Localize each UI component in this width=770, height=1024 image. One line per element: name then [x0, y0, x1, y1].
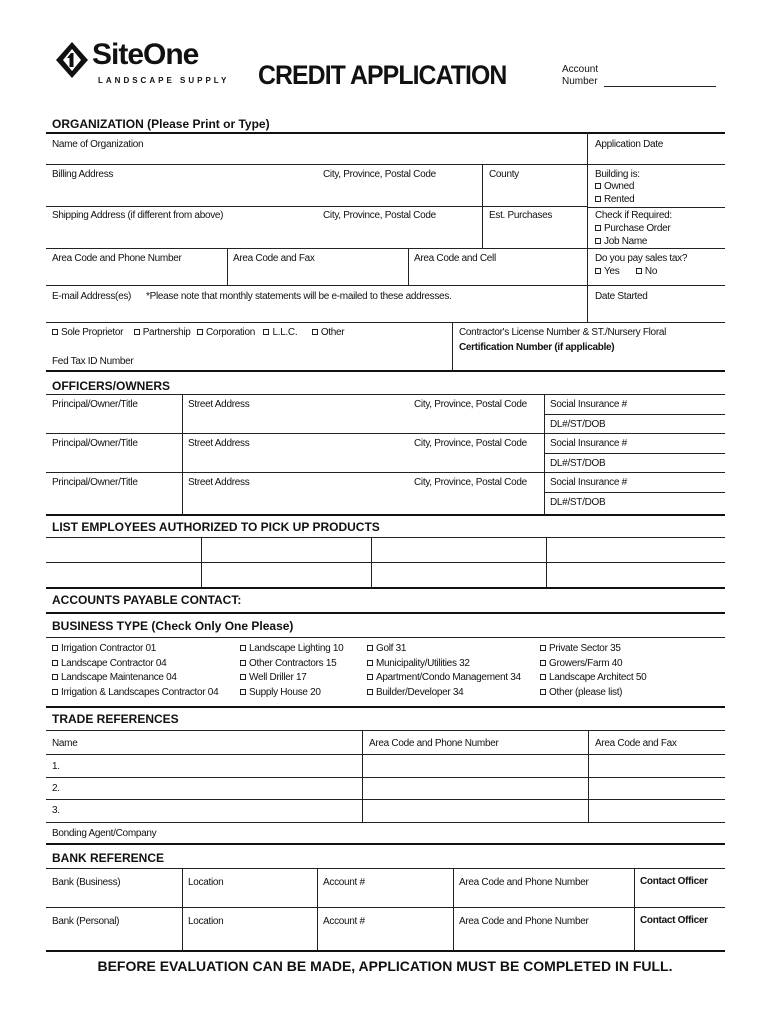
checkbox-icon[interactable]: [52, 645, 58, 651]
officer-2-sin-field[interactable]: Social Insurance #: [550, 438, 627, 449]
checkbox-icon[interactable]: [367, 645, 373, 651]
phone-field[interactable]: Area Code and Phone Number: [52, 253, 182, 264]
checkbox-icon[interactable]: [595, 196, 601, 202]
business-option[interactable]: [540, 671, 646, 686]
partnership-option[interactable]: [134, 327, 191, 338]
officer-2-principal-field[interactable]: Principal/Owner/Title: [52, 438, 138, 449]
business-option[interactable]: [367, 686, 521, 701]
business-option-label: Golf 31: [376, 643, 407, 654]
trade-fax-column-header: Area Code and Fax: [595, 738, 677, 749]
business-option-label: Other Contractors 15: [249, 657, 337, 669]
fed-tax-id-field[interactable]: Fed Tax ID Number: [52, 356, 134, 367]
employee-cell[interactable]: [372, 563, 546, 586]
job-name-label: Job Name: [604, 236, 648, 247]
section-employees-heading: LIST EMPLOYEES AUTHORIZED TO PICK UP PRODUCTS: [52, 520, 380, 534]
business-option[interactable]: [240, 642, 343, 657]
business-option[interactable]: [52, 642, 218, 657]
bank-personal-contact-field[interactable]: Contact Officer: [640, 915, 708, 926]
logo: [54, 38, 234, 90]
est-purchases-field[interactable]: Est. Purchases: [489, 210, 553, 221]
business-option[interactable]: [240, 671, 343, 686]
brand-tagline: LANDSCAPE SUPPLY: [98, 76, 230, 85]
business-option-label: Growers/Farm 40: [549, 657, 623, 669]
name-of-organization-field[interactable]: Name of Organization: [52, 139, 144, 150]
trade-name-column-header: Name: [52, 738, 78, 749]
trade-reference-row-1[interactable]: 1.: [52, 761, 60, 772]
business-option-label: Landscape Architect 50: [549, 672, 647, 683]
business-option-label: Apartment/Condo Management 34: [376, 672, 521, 683]
completion-notice: BEFORE EVALUATION CAN BE MADE, APPLICATION MUST BE COMPLETED IN FULL.: [97, 958, 673, 974]
business-option-label: Builder/Developer 34: [376, 686, 464, 698]
owned-label: Owned: [604, 181, 635, 192]
license-number-field[interactable]: Contractor's License Number & ST./Nursery Floral: [459, 327, 667, 338]
building-is-label: Building is:: [595, 169, 640, 180]
job-name-option[interactable]: [595, 236, 647, 248]
business-option[interactable]: [540, 686, 646, 701]
business-option-label: Landscape Maintenance 04: [61, 672, 177, 683]
section-business-type-heading: BUSINESS TYPE (Check Only One Please): [52, 619, 294, 633]
officer-2-dl-field[interactable]: DL#/ST/DOB: [550, 458, 606, 469]
business-option[interactable]: [367, 671, 521, 686]
checkbox-icon[interactable]: [367, 660, 373, 666]
section-bank-reference-heading: BANK REFERENCE: [52, 851, 165, 865]
llc-label: L.L.C.: [272, 327, 298, 338]
employee-cell[interactable]: [202, 563, 371, 586]
building-owned-option[interactable]: [595, 181, 634, 193]
employee-cell[interactable]: [46, 538, 201, 561]
bank-business-phone-field[interactable]: Area Code and Phone Number: [459, 877, 589, 888]
business-option-label: Supply House 20: [249, 686, 321, 698]
section-trade-references-heading: TRADE REFERENCES: [52, 712, 179, 726]
business-option[interactable]: [52, 686, 218, 701]
business-option[interactable]: [240, 686, 343, 701]
account-number-field[interactable]: [604, 86, 716, 87]
account-label-line1: Account: [562, 64, 599, 75]
checkbox-icon[interactable]: [540, 660, 546, 666]
business-option-label: Private Sector 35: [549, 643, 621, 654]
checkbox-icon[interactable]: [367, 674, 373, 680]
officer-3-dl-field[interactable]: DL#/ST/DOB: [550, 497, 606, 508]
business-option[interactable]: [540, 657, 646, 672]
officer-2-street-field[interactable]: Street Address: [188, 438, 250, 449]
check-if-required-label: Check if Required:: [595, 210, 672, 221]
officer-2-city-field[interactable]: City, Province, Postal Code: [414, 438, 527, 449]
page-title: CREDIT APPLICATION: [258, 60, 507, 90]
checkbox-icon[interactable]: [540, 689, 546, 695]
checkbox-icon[interactable]: [52, 329, 58, 335]
officer-3-principal-field[interactable]: Principal/Owner/Title: [52, 477, 138, 488]
purchase-order-label: Purchase Order: [604, 223, 671, 234]
shipping-address-field[interactable]: Shipping Address (if different from above): [52, 210, 224, 221]
bank-personal-phone-field[interactable]: Area Code and Phone Number: [459, 916, 589, 927]
checkbox-icon[interactable]: [240, 689, 246, 695]
checkbox-icon[interactable]: [263, 329, 269, 335]
account-label-line2: Number: [562, 76, 598, 87]
partnership-label: Partnership: [142, 327, 191, 338]
sales-tax-no-option[interactable]: [636, 266, 657, 277]
checkbox-icon[interactable]: [134, 329, 140, 335]
checkbox-icon[interactable]: [240, 645, 246, 651]
trade-phone-column-header: Area Code and Phone Number: [369, 738, 499, 749]
bank-business-contact-field[interactable]: Contact Officer: [640, 876, 708, 887]
employee-cell[interactable]: [547, 563, 725, 586]
checkbox-icon[interactable]: [52, 660, 58, 666]
officer-3-city-field[interactable]: City, Province, Postal Code: [414, 477, 527, 488]
sales-tax-yes-option[interactable]: [595, 266, 619, 277]
purchase-order-option[interactable]: [595, 223, 670, 235]
checkbox-icon[interactable]: [240, 660, 246, 666]
checkbox-icon[interactable]: [52, 689, 58, 695]
checkbox-icon[interactable]: [595, 183, 601, 189]
business-option[interactable]: [540, 642, 646, 657]
checkbox-icon[interactable]: [595, 225, 601, 231]
officer-1-principal-field[interactable]: Principal/Owner/Title: [52, 399, 138, 410]
trade-reference-row-2[interactable]: 2.: [52, 783, 60, 794]
checkbox-icon[interactable]: [197, 329, 203, 335]
bank-business-account-field[interactable]: Account #: [323, 877, 365, 888]
date-started-field[interactable]: Date Started: [595, 291, 648, 302]
employee-cell[interactable]: [46, 563, 201, 586]
sole-proprietor-label: Sole Proprietor: [61, 327, 124, 338]
billing-address-field[interactable]: Billing Address: [52, 169, 114, 180]
section-officers-heading: OFFICERS/OWNERS: [52, 379, 171, 393]
sales-tax-options: [595, 266, 657, 278]
officer-1-street-field[interactable]: Street Address: [188, 399, 250, 410]
email-field[interactable]: E-mail Address(es): [52, 291, 132, 302]
accounts-payable-contact-field[interactable]: ACCOUNTS PAYABLE CONTACT:: [52, 593, 242, 607]
checkbox-icon[interactable]: [595, 268, 601, 274]
corporation-option[interactable]: [197, 327, 255, 338]
pay-sales-tax-label: Do you pay sales tax?: [595, 253, 688, 264]
checkbox-icon[interactable]: [52, 674, 58, 680]
bonding-agent-field[interactable]: Bonding Agent/Company: [52, 828, 157, 839]
officer-3-sin-field[interactable]: Social Insurance #: [550, 477, 627, 488]
siteone-logo-icon: [54, 40, 90, 80]
certification-number-label: Certification Number (if applicable): [459, 342, 615, 353]
shipping-city-field[interactable]: City, Province, Postal Code: [323, 210, 436, 221]
officer-1-sin-field[interactable]: Social Insurance #: [550, 399, 627, 410]
checkbox-icon[interactable]: [636, 268, 642, 274]
bank-personal-field[interactable]: Bank (Personal): [52, 916, 120, 927]
business-option[interactable]: [52, 657, 218, 672]
email-note: *Please note that monthly statements will be e-mailed to these addresses.: [146, 291, 452, 302]
business-type-column-4: [540, 642, 646, 700]
business-type-column-2: [240, 642, 343, 700]
business-type-column-1: [52, 642, 218, 700]
business-option[interactable]: [52, 671, 218, 686]
account-number-label: [562, 64, 598, 88]
officer-3-street-field[interactable]: Street Address: [188, 477, 250, 488]
business-option[interactable]: [367, 657, 521, 672]
business-option-label: Irrigation Contractor 01: [61, 643, 157, 654]
corporation-label: Corporation: [206, 327, 255, 338]
employee-cell[interactable]: [202, 538, 371, 561]
other-entity-label: Other: [320, 327, 345, 338]
checkbox-icon[interactable]: [312, 329, 318, 335]
business-option-label: Municipality/Utilities 32: [376, 657, 470, 669]
business-option-label: Other (please list): [549, 686, 623, 698]
sole-proprietor-option[interactable]: [52, 327, 123, 338]
business-option[interactable]: [240, 657, 343, 672]
checkbox-icon[interactable]: [367, 689, 373, 695]
business-option-label: Landscape Lighting 10: [249, 643, 344, 654]
business-option[interactable]: [367, 642, 521, 657]
business-option-label: Well Driller 17: [249, 672, 307, 683]
employee-cell[interactable]: [547, 538, 725, 561]
rented-label: Rented: [604, 194, 635, 205]
cell-field[interactable]: Area Code and Cell: [414, 253, 496, 264]
bank-personal-location-field[interactable]: Location: [188, 916, 224, 927]
officer-1-dl-field[interactable]: DL#/ST/DOB: [550, 419, 606, 430]
business-option-label: Irrigation & Landscapes Contractor 04: [61, 686, 219, 698]
county-field[interactable]: County: [489, 169, 519, 180]
bank-personal-account-field[interactable]: Account #: [323, 916, 365, 927]
yes-label: Yes: [604, 266, 620, 277]
business-type-column-3: [367, 642, 521, 700]
entity-type-options: [52, 327, 344, 339]
other-entity-option[interactable]: [312, 327, 345, 338]
employee-cell[interactable]: [372, 538, 546, 561]
officer-1-city-field[interactable]: City, Province, Postal Code: [414, 399, 527, 410]
building-rented-option[interactable]: [595, 194, 634, 206]
bank-business-location-field[interactable]: Location: [188, 877, 224, 888]
application-date-field[interactable]: Application Date: [595, 139, 664, 150]
checkbox-icon[interactable]: [240, 674, 246, 680]
trade-reference-row-3[interactable]: 3.: [52, 805, 60, 816]
section-organization-heading: ORGANIZATION (Please Print or Type): [52, 117, 270, 131]
business-option-label: Landscape Contractor 04: [61, 657, 167, 669]
llc-option[interactable]: [263, 327, 297, 338]
fax-field[interactable]: Area Code and Fax: [233, 253, 315, 264]
billing-city-field[interactable]: City, Province, Postal Code: [323, 169, 436, 180]
checkbox-icon[interactable]: [540, 645, 546, 651]
brand-name: SiteOne: [92, 38, 199, 71]
bank-business-field[interactable]: Bank (Business): [52, 877, 121, 888]
no-label: No: [644, 266, 658, 277]
checkbox-icon[interactable]: [595, 238, 601, 244]
checkbox-icon[interactable]: [540, 674, 546, 680]
